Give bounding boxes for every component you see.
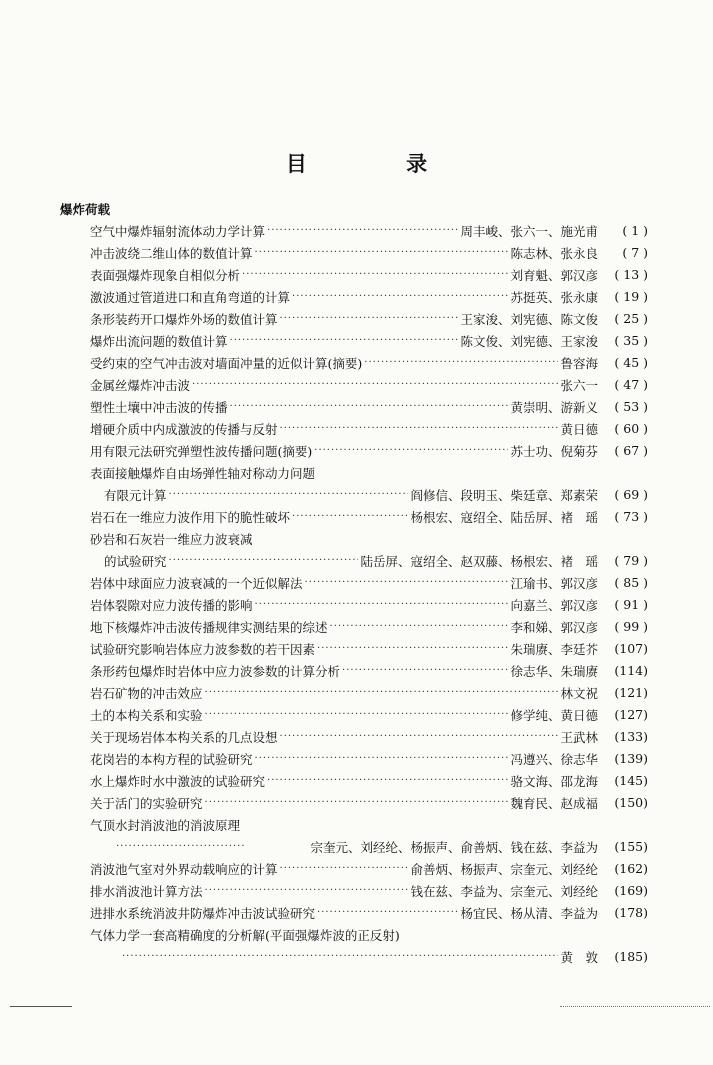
entry-page: (114) xyxy=(614,663,648,678)
entry-title: 岩石在一维应力波作用下的脆性破坏 xyxy=(90,509,291,525)
entry-page: (145) xyxy=(614,773,648,788)
entry-authors: 张六一 xyxy=(560,377,598,393)
entry-title: 增硬介质中内成激波的传播与反射 xyxy=(90,421,278,437)
leader-dots xyxy=(280,863,409,874)
entry-page: (162) xyxy=(614,861,648,876)
entry-authors: 陈志林、张永良 xyxy=(510,245,598,261)
entry-authors: 周丰峻、张六一、施光甫 xyxy=(460,223,598,239)
entry-authors: 苏挺英、张永康 xyxy=(510,289,598,305)
entry-title: 有限元计算 xyxy=(104,487,167,503)
entry-title: 空气中爆炸辐射流体动力学计算 xyxy=(90,223,266,239)
entry-title: 排水消波池计算方法 xyxy=(90,883,203,899)
toc-entry xyxy=(90,660,648,681)
entry-title: 的试验研究 xyxy=(104,553,167,569)
entry-page: ( 60 ) xyxy=(614,421,648,436)
leader-dots xyxy=(116,841,246,852)
toc-entry xyxy=(90,770,648,791)
toc-entry xyxy=(90,594,648,615)
leader-dots xyxy=(280,423,559,434)
entry-authors: 黄崇明、游新义 xyxy=(510,399,598,415)
toc-entry xyxy=(90,374,648,395)
toc-entry xyxy=(90,880,648,901)
toc-entry xyxy=(90,308,648,329)
entry-title: 气顶水封消波池的消波原理 xyxy=(90,817,241,833)
entry-authors: 王家浚、刘宪德、陈文俊 xyxy=(460,311,598,327)
section-heading: 爆炸荷载 xyxy=(60,202,111,217)
entry-page: ( 99 ) xyxy=(614,619,648,634)
leader-dots xyxy=(267,225,458,236)
toc-entry-heading-line xyxy=(90,924,648,945)
entry-authors: 杨根宏、寇绍全、陆岳屏、褚 瑶 xyxy=(410,509,598,525)
toc-entry xyxy=(90,550,648,571)
leader-dots xyxy=(305,577,509,588)
toc-entry xyxy=(90,418,648,439)
leader-dots xyxy=(330,621,509,632)
leader-dots xyxy=(205,709,509,720)
leader-dots xyxy=(314,445,508,456)
toc-entry xyxy=(90,264,648,285)
entry-authors: 徐志华、朱瑞赓 xyxy=(510,663,598,679)
toc-entry-heading-line xyxy=(90,528,648,549)
entry-title: 表面强爆炸现象自相似分析 xyxy=(90,267,241,283)
entry-title: 花岗岩的本构方程的试验研究 xyxy=(90,751,253,767)
leader-dots xyxy=(280,731,559,742)
entry-title: 条形药包爆炸时岩体中应力波参数的计算分析 xyxy=(90,663,341,679)
entry-page: ( 73 ) xyxy=(614,509,648,524)
leader-dots xyxy=(192,379,558,390)
entry-title: 塑性土壤中冲击波的传播 xyxy=(90,399,228,415)
entry-title: 试验研究影响岩体应力波参数的若干因素 xyxy=(90,641,316,657)
entry-authors: 修学纯、黄日德 xyxy=(510,707,598,723)
toc-entry xyxy=(90,484,648,505)
toc-entry xyxy=(90,352,648,373)
entry-page: (155) xyxy=(614,839,648,854)
entry-page: ( 13 ) xyxy=(614,267,648,282)
entry-page: ( 25 ) xyxy=(614,311,648,326)
toc-entry xyxy=(90,242,648,263)
entry-authors: 阎修信、段明玉、柴廷章、郑素荣 xyxy=(410,487,598,503)
entry-title: 气体力学一套高精确度的分析解(平面强爆炸波的正反射) xyxy=(90,927,400,943)
entry-page: ( 53 ) xyxy=(614,399,648,414)
entry-title: 水上爆炸时水中激波的试验研究 xyxy=(90,773,266,789)
entry-authors: 鲁容海 xyxy=(560,355,598,371)
entry-page: (121) xyxy=(614,685,648,700)
entry-page: ( 45 ) xyxy=(614,355,648,370)
leader-dots xyxy=(364,357,558,368)
entry-authors: 骆文海、邵龙海 xyxy=(510,773,598,789)
entry-page: (107) xyxy=(614,641,648,656)
footer-rule xyxy=(10,1006,72,1007)
leader-dots xyxy=(205,797,509,808)
entry-authors: 李和娣、郭汉彦 xyxy=(510,619,598,635)
entry-page: ( 7 ) xyxy=(622,245,648,260)
footer-dotted-rule xyxy=(560,1006,710,1008)
toc-entry xyxy=(90,858,648,879)
toc-entry xyxy=(90,704,648,725)
entry-title: 消波池气室对外界动载响应的计算 xyxy=(90,861,278,877)
toc-entry xyxy=(90,946,648,967)
entry-title: 关于活门的实验研究 xyxy=(90,795,203,811)
toc-entry-heading-line xyxy=(90,814,648,835)
toc-entry xyxy=(90,682,648,703)
leader-dots xyxy=(205,885,409,896)
leader-dots xyxy=(292,511,408,522)
toc-entry xyxy=(90,792,648,813)
entry-authors: 杨宜民、杨从清、李益为 xyxy=(460,905,598,921)
entry-authors: 王武林 xyxy=(560,729,598,745)
entry-authors: 魏育民、赵成福 xyxy=(510,795,598,811)
toc-entry xyxy=(90,396,648,417)
leader-dots xyxy=(267,775,508,786)
entry-page: ( 1 ) xyxy=(622,223,648,238)
entry-page: ( 35 ) xyxy=(614,333,648,348)
page-title: 目 录 xyxy=(285,152,474,176)
entry-title: 土的本构关系和实验 xyxy=(90,707,203,723)
entry-page: ( 91 ) xyxy=(614,597,648,612)
entry-title: 激波通过管道进口和直角弯道的计算 xyxy=(90,289,291,305)
toc-entry xyxy=(90,220,648,241)
entry-authors: 黄日德 xyxy=(560,421,598,437)
entry-title: 岩石矿物的冲击效应 xyxy=(90,685,203,701)
entry-authors: 钱在兹、李益为、宗奎元、刘经纶 xyxy=(410,883,598,899)
entry-authors: 陈文俊、刘宪德、王家浚 xyxy=(460,333,598,349)
entry-authors: 苏士功、倪菊芬 xyxy=(510,443,598,459)
leader-dots xyxy=(255,753,509,764)
entry-page: (169) xyxy=(614,883,648,898)
leader-dots xyxy=(342,665,508,676)
entry-page: (150) xyxy=(614,795,648,810)
entry-authors: 俞善炳、杨振声、宗奎元、刘经纶 xyxy=(410,861,598,877)
toc-entry xyxy=(90,440,648,461)
toc-entry xyxy=(90,836,648,857)
entry-title: 金属丝爆炸冲击波 xyxy=(90,377,191,393)
entry-authors: 陆岳屏、寇绍全、赵双藤、杨根宏、褚 瑶 xyxy=(360,553,598,569)
entry-title: 条形装药开口爆炸外场的数值计算 xyxy=(90,311,278,327)
leader-dots xyxy=(122,951,558,962)
entry-page: (185) xyxy=(614,949,648,964)
toc-entry xyxy=(90,286,648,307)
toc-entry xyxy=(90,616,648,637)
leader-dots xyxy=(317,643,508,654)
entry-title: 受约束的空气冲击波对墙面冲量的近似计算(摘要) xyxy=(90,355,363,371)
entry-page: ( 69 ) xyxy=(614,487,648,502)
leader-dots xyxy=(255,247,509,258)
leader-dots xyxy=(255,599,509,610)
leader-dots xyxy=(280,313,459,324)
toc-entry xyxy=(90,638,648,659)
leader-dots xyxy=(317,907,458,918)
entry-page: ( 85 ) xyxy=(614,575,648,590)
toc-entry xyxy=(90,902,648,923)
entry-page: ( 79 ) xyxy=(614,553,648,568)
leader-dots xyxy=(169,489,409,500)
entry-page: ( 47 ) xyxy=(614,377,648,392)
toc-entry xyxy=(90,726,648,747)
entry-authors: 林文祝 xyxy=(560,685,598,701)
toc-entry xyxy=(90,330,648,351)
entry-authors: 黄 敦 xyxy=(560,949,598,965)
toc-entry xyxy=(90,506,648,527)
entry-page: ( 19 ) xyxy=(614,289,648,304)
entry-title: 岩体裂隙对应力波传播的影响 xyxy=(90,597,253,613)
entry-title: 关于现场岩体本构关系的几点设想 xyxy=(90,729,278,745)
entry-authors: 江瑜书、郭汉彦 xyxy=(510,575,598,591)
entry-title: 岩体中球面应力波衰减的一个近似解法 xyxy=(90,575,303,591)
entry-page: ( 67 ) xyxy=(614,443,648,458)
entry-title: 砂岩和石灰岩一维应力波衰减 xyxy=(90,531,253,547)
entry-title: 用有限元法研究弹塑性波传播问题(摘要) xyxy=(90,443,313,459)
leader-dots xyxy=(169,555,359,566)
toc-entry xyxy=(90,748,648,769)
leader-dots xyxy=(242,269,508,280)
leader-dots xyxy=(292,291,508,302)
entry-page: (178) xyxy=(614,905,648,920)
entry-title: 爆炸出流问题的数值计算 xyxy=(90,333,228,349)
toc-entry-heading-line xyxy=(90,462,648,483)
toc-entry xyxy=(90,572,648,593)
leader-dots xyxy=(205,687,559,698)
entry-title: 地下核爆炸冲击波传播规律实测结果的综述 xyxy=(90,619,328,635)
entry-authors: 向嘉兰、郭汉彦 xyxy=(510,597,598,613)
entry-page: (139) xyxy=(614,751,648,766)
leader-dots xyxy=(230,335,459,346)
entry-title: 表面接触爆炸自由场弹性轴对称动力问题 xyxy=(90,465,316,481)
entry-title: 冲击波绕二维山体的数值计算 xyxy=(90,245,253,261)
leader-dots xyxy=(230,401,509,412)
entry-page: (127) xyxy=(614,707,648,722)
entry-authors: 朱瑞赓、李廷芥 xyxy=(510,641,598,657)
entry-authors: 刘育魁、郭汉彦 xyxy=(510,267,598,283)
entry-title: 进排水系统消波井防爆炸冲击波试验研究 xyxy=(90,905,316,921)
entry-page: (133) xyxy=(614,729,648,744)
entry-authors: 冯遵兴、徐志华 xyxy=(510,751,598,767)
entry-authors: 宗奎元、刘经纶、杨振声、俞善炳、钱在兹、李益为 xyxy=(310,839,598,855)
